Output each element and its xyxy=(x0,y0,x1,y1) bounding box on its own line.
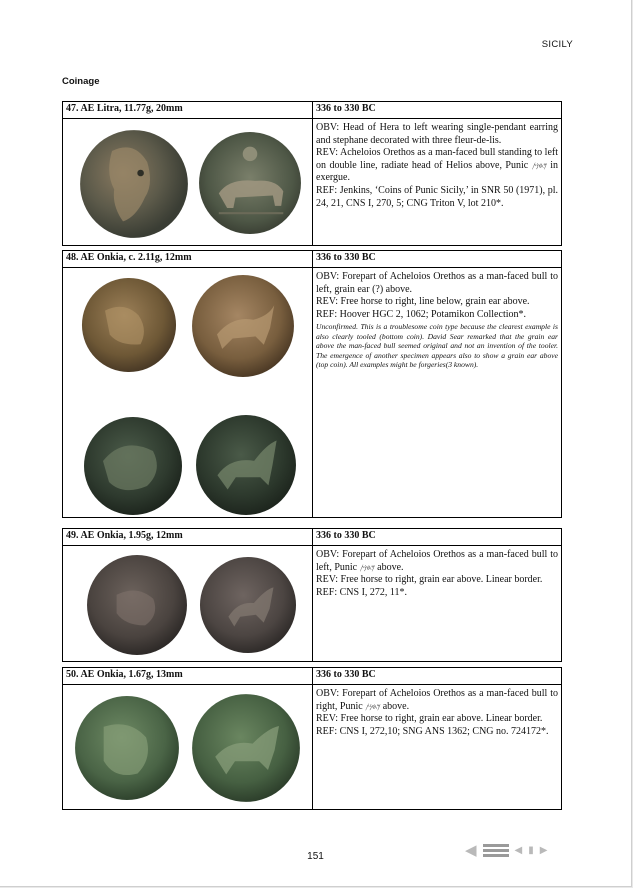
reference: REF: Hoover HGC 2, 1062; Potamikon Collection*. xyxy=(316,308,526,320)
entry-title: 50. AE Onkia, 1.67g, 13mm xyxy=(63,668,313,684)
entry-date: 336 to 330 BC xyxy=(316,103,376,114)
entry-date: 336 to 330 BC xyxy=(316,252,376,263)
section-title: Coinage xyxy=(62,76,100,87)
entry-header xyxy=(63,251,561,268)
coin-images xyxy=(63,268,313,518)
coin-reverse-image-bottom xyxy=(193,414,299,516)
coin-reverse-image xyxy=(198,125,302,241)
punic-inscription: 𐤌𐤇𐤍𐤕 xyxy=(531,161,547,170)
obverse-description: OBV: Forepart of Acheloios Orethos as a man-faced bull to right, Punic 𐤌𐤇𐤍𐤕 above. xyxy=(316,688,558,712)
entry-date: 336 to 330 BC xyxy=(316,530,376,541)
page-navigation xyxy=(465,843,547,858)
entry-header xyxy=(63,668,561,685)
reference: REF: Jenkins, ‘Coins of Punic Sicily,’ in SNR 50 (1971), pl. 24, 21, CNS I, 270, 5; CNG Triton V, lot 210*. xyxy=(316,184,558,209)
running-head: SICILY xyxy=(541,39,573,50)
coin-images xyxy=(63,685,313,810)
entry-description xyxy=(313,546,561,662)
coin-obverse-image xyxy=(73,695,181,801)
punic-inscription: 𐤌𐤇𐤍𐤕 xyxy=(365,702,381,711)
coin-images xyxy=(63,119,313,246)
reference: REF: CNS I, 272, 11*. xyxy=(316,586,408,598)
reverse-description: REV: Free horse to right, grain ear above. Linear border. xyxy=(316,713,543,725)
entry-title: 47. AE Litra, 11.77g, 20mm xyxy=(63,102,313,118)
catalog-entry-47 xyxy=(62,101,562,246)
coin-reverse-image xyxy=(191,693,301,803)
coin-reverse-image-top xyxy=(190,274,296,378)
entry-title: 49. AE Onkia, 1.95g, 12mm xyxy=(63,529,313,545)
coin-obverse-image-bottom xyxy=(81,416,185,516)
table-of-contents-icon[interactable] xyxy=(483,844,509,858)
obverse-description: OBV: Head of Hera to left wearing single-pendant earring and stephane decorated with three fleur-de-lis. xyxy=(316,122,558,146)
catalog-entry-49 xyxy=(62,528,562,662)
obverse-description: OBV: Forepart of Acheloios Orethos as a man-faced bull to left, grain ear (?) above. xyxy=(316,271,558,295)
forward-icon[interactable]: ▶ xyxy=(539,844,548,856)
reverse-description: REV: Free horse to right, grain ear above. Linear border. xyxy=(316,574,543,586)
obverse-description: OBV: Forepart of Acheloios Orethos as a man-faced bull to left, Punic 𐤌𐤇𐤍𐤕 above. xyxy=(316,549,558,573)
reference: REF: CNS I, 272,10; SNG ANS 1362; CNG no. 724172*. xyxy=(316,725,549,737)
page-number: 151 xyxy=(307,851,324,862)
previous-page-icon[interactable]: ◀ xyxy=(465,841,477,859)
entry-description xyxy=(313,119,561,246)
coin-reverse-image xyxy=(199,554,297,656)
coin-obverse-image xyxy=(85,554,189,656)
entry-header xyxy=(63,102,561,119)
coin-obverse-image xyxy=(75,129,193,239)
catalog-entry-48 xyxy=(62,250,562,518)
reverse-description: REV: Acheloios Orethos as a man-faced bull standing to left on double line, radiate head of Helios above, Punic 𐤌𐤇𐤍𐤕 in exergue. xyxy=(316,147,559,184)
coin-obverse-image-top xyxy=(81,274,177,376)
entry-header xyxy=(63,529,561,546)
entry-date: 336 to 330 BC xyxy=(316,669,376,680)
back-icon[interactable]: ◀ xyxy=(514,844,523,856)
editorial-note: Unconfirmed. This is a troublesome coin type because the clearest example is also clearly tooled (bottom coin). David Sear remarked that the grain ear above the man-faced bull seemed original and not an invention of the tooler. The emergence of another specimen appears also to show a grain ear above (top coin). All examples might be forgeries(3 known). xyxy=(316,322,558,370)
entry-title: 48. AE Onkia, c. 2.11g, 12mm xyxy=(63,251,313,267)
coin-images xyxy=(63,546,313,662)
reverse-description: REV: Free horse to right, line below, grain ear above. xyxy=(316,296,530,308)
entry-description xyxy=(313,685,561,810)
catalog-entry-50 xyxy=(62,667,562,810)
punic-inscription: 𐤌𐤇𐤍𐤕 xyxy=(359,563,375,572)
entry-description xyxy=(313,268,561,518)
history-icon[interactable]: ▮ xyxy=(528,844,534,856)
